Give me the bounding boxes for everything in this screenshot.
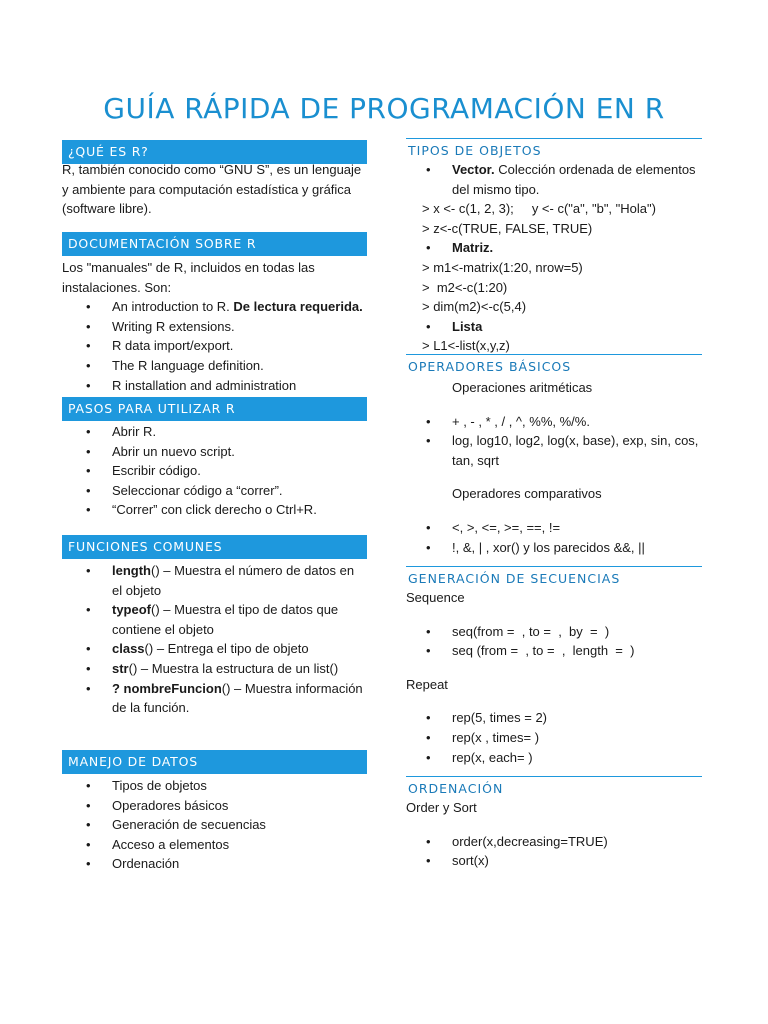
section-heading: OPERADORES BÁSICOS (406, 354, 702, 376)
list-item: • rep(5, times = 2) (406, 708, 702, 728)
list-item: • length() – Muestra el número de datos en el objeto (62, 561, 367, 600)
list-item: • seq (from = , to = , length = ) (406, 641, 702, 661)
section-heading: PASOS PARA UTILIZAR R (62, 397, 367, 421)
list-item: • Ordenación (62, 854, 367, 874)
list-item: • Abrir R. (62, 422, 367, 442)
list-item: • An introduction to R. De lectura requerida. (62, 297, 367, 317)
section-funciones (62, 535, 367, 718)
list-item: • Acceso a elementos (62, 835, 367, 855)
section-ordenacion (406, 776, 702, 871)
list-item: • sort(x) (406, 851, 702, 871)
section-heading: DOCUMENTACIÓN SOBRE R (62, 232, 367, 256)
comp-list (406, 518, 702, 557)
section-pasos (62, 397, 367, 520)
manejo-list (62, 776, 367, 874)
list-item: • rep(x , times= ) (406, 728, 702, 748)
pasos-list (62, 422, 367, 520)
list-item: • order(x,decreasing=TRUE) (406, 832, 702, 852)
page-title: GUÍA RÁPIDA DE PROGRAMACIÓN EN R (103, 92, 665, 125)
list-item: • <, >, <=, >=, ==, != (406, 518, 702, 538)
list-item: • “Correr” con click derecho o Ctrl+R. (62, 500, 367, 520)
list-item: • Generación de secuencias (62, 815, 367, 835)
rep-list (406, 708, 702, 767)
list-item: • R installation and administration (62, 376, 367, 396)
code-line: > m2<-c(1:20) (422, 279, 508, 295)
code-line: > x <- c(1, 2, 3); y <- c("a", "b", "Hola") (422, 201, 656, 217)
funciones-list (62, 561, 367, 718)
list-item: • !, &, | , xor() y los parecidos &&, || (406, 538, 702, 558)
tipos-list (406, 238, 702, 258)
list-item: • seq(from = , to = , by = ) (406, 622, 702, 642)
sub-label: Operaciones aritméticas (452, 380, 593, 395)
seq-list (406, 622, 702, 661)
code-line: > L1<-list(x,y,z) (422, 338, 510, 354)
section-heading: GENERACIÓN DE SECUENCIAS (406, 566, 702, 588)
list-item: • Matriz. (406, 238, 702, 258)
section-heading: MANEJO DE DATOS (62, 750, 367, 774)
code-line: > z<-c(TRUE, FALSE, TRUE) (422, 220, 593, 236)
section-intro: Los "manuales" de R, incluidos en todas las instalaciones. Son: (62, 260, 315, 295)
list-item: • typeof() – Muestra el tipo de datos que contiene el objeto (62, 600, 367, 639)
section-heading: ORDENACIÓN (406, 776, 702, 798)
section-heading: ¿QUÉ ES R? (62, 140, 367, 164)
section-secuencias (406, 566, 702, 767)
orden-list (406, 832, 702, 871)
list-item: • ? nombreFuncion() – Muestra información de la función. (62, 679, 367, 718)
list-item: • The R language definition. (62, 356, 367, 376)
doc-list (62, 297, 367, 395)
section-heading: FUNCIONES COMUNES (62, 535, 367, 559)
section-text: R, también conocido como “GNU S”, es un lenguaje y ambiente para computación estadística y gráfica (software libre). (62, 162, 362, 217)
section-que-es-r (62, 140, 367, 219)
section-heading: TIPOS DE OBJETOS (406, 138, 702, 160)
list-item: • Operadores básicos (62, 796, 367, 816)
list-item: • str() – Muestra la estructura de un list() (62, 659, 367, 679)
list-item: • Vector. Colección ordenada de elementos del mismo tipo. (406, 160, 702, 199)
section-documentacion (62, 232, 367, 395)
list-item: • + , - , * , / , ^, %%, %/%. (406, 412, 702, 432)
sub-label: Repeat (406, 676, 448, 692)
list-item: • Escribir código. (62, 461, 367, 481)
section-operadores (406, 354, 702, 557)
list-item: • log, log10, log2, log(x, base), exp, sin, cos, tan, sqrt (406, 431, 702, 470)
tipos-list (406, 160, 702, 199)
list-item: • Lista (406, 317, 702, 337)
section-tipos-objetos (406, 138, 702, 356)
list-item: • Tipos de objetos (62, 776, 367, 796)
list-item: • rep(x, each= ) (406, 748, 702, 768)
tipos-list (406, 317, 702, 337)
list-item: • Abrir un nuevo script. (62, 442, 367, 462)
arit-list (406, 412, 702, 471)
list-item: • R data import/export. (62, 336, 367, 356)
sub-label: Sequence (406, 590, 465, 605)
list-item: • class() – Entrega el tipo de objeto (62, 639, 367, 659)
section-manejo (62, 750, 367, 874)
sub-label: Order y Sort (406, 800, 477, 815)
code-line: > dim(m2)<-c(5,4) (422, 299, 527, 315)
sub-label: Operadores comparativos (452, 486, 602, 502)
code-line: > m1<-matrix(1:20, nrow=5) (422, 259, 583, 275)
list-item: • Writing R extensions. (62, 317, 367, 337)
list-item: • Seleccionar código a “correr”. (62, 481, 367, 501)
